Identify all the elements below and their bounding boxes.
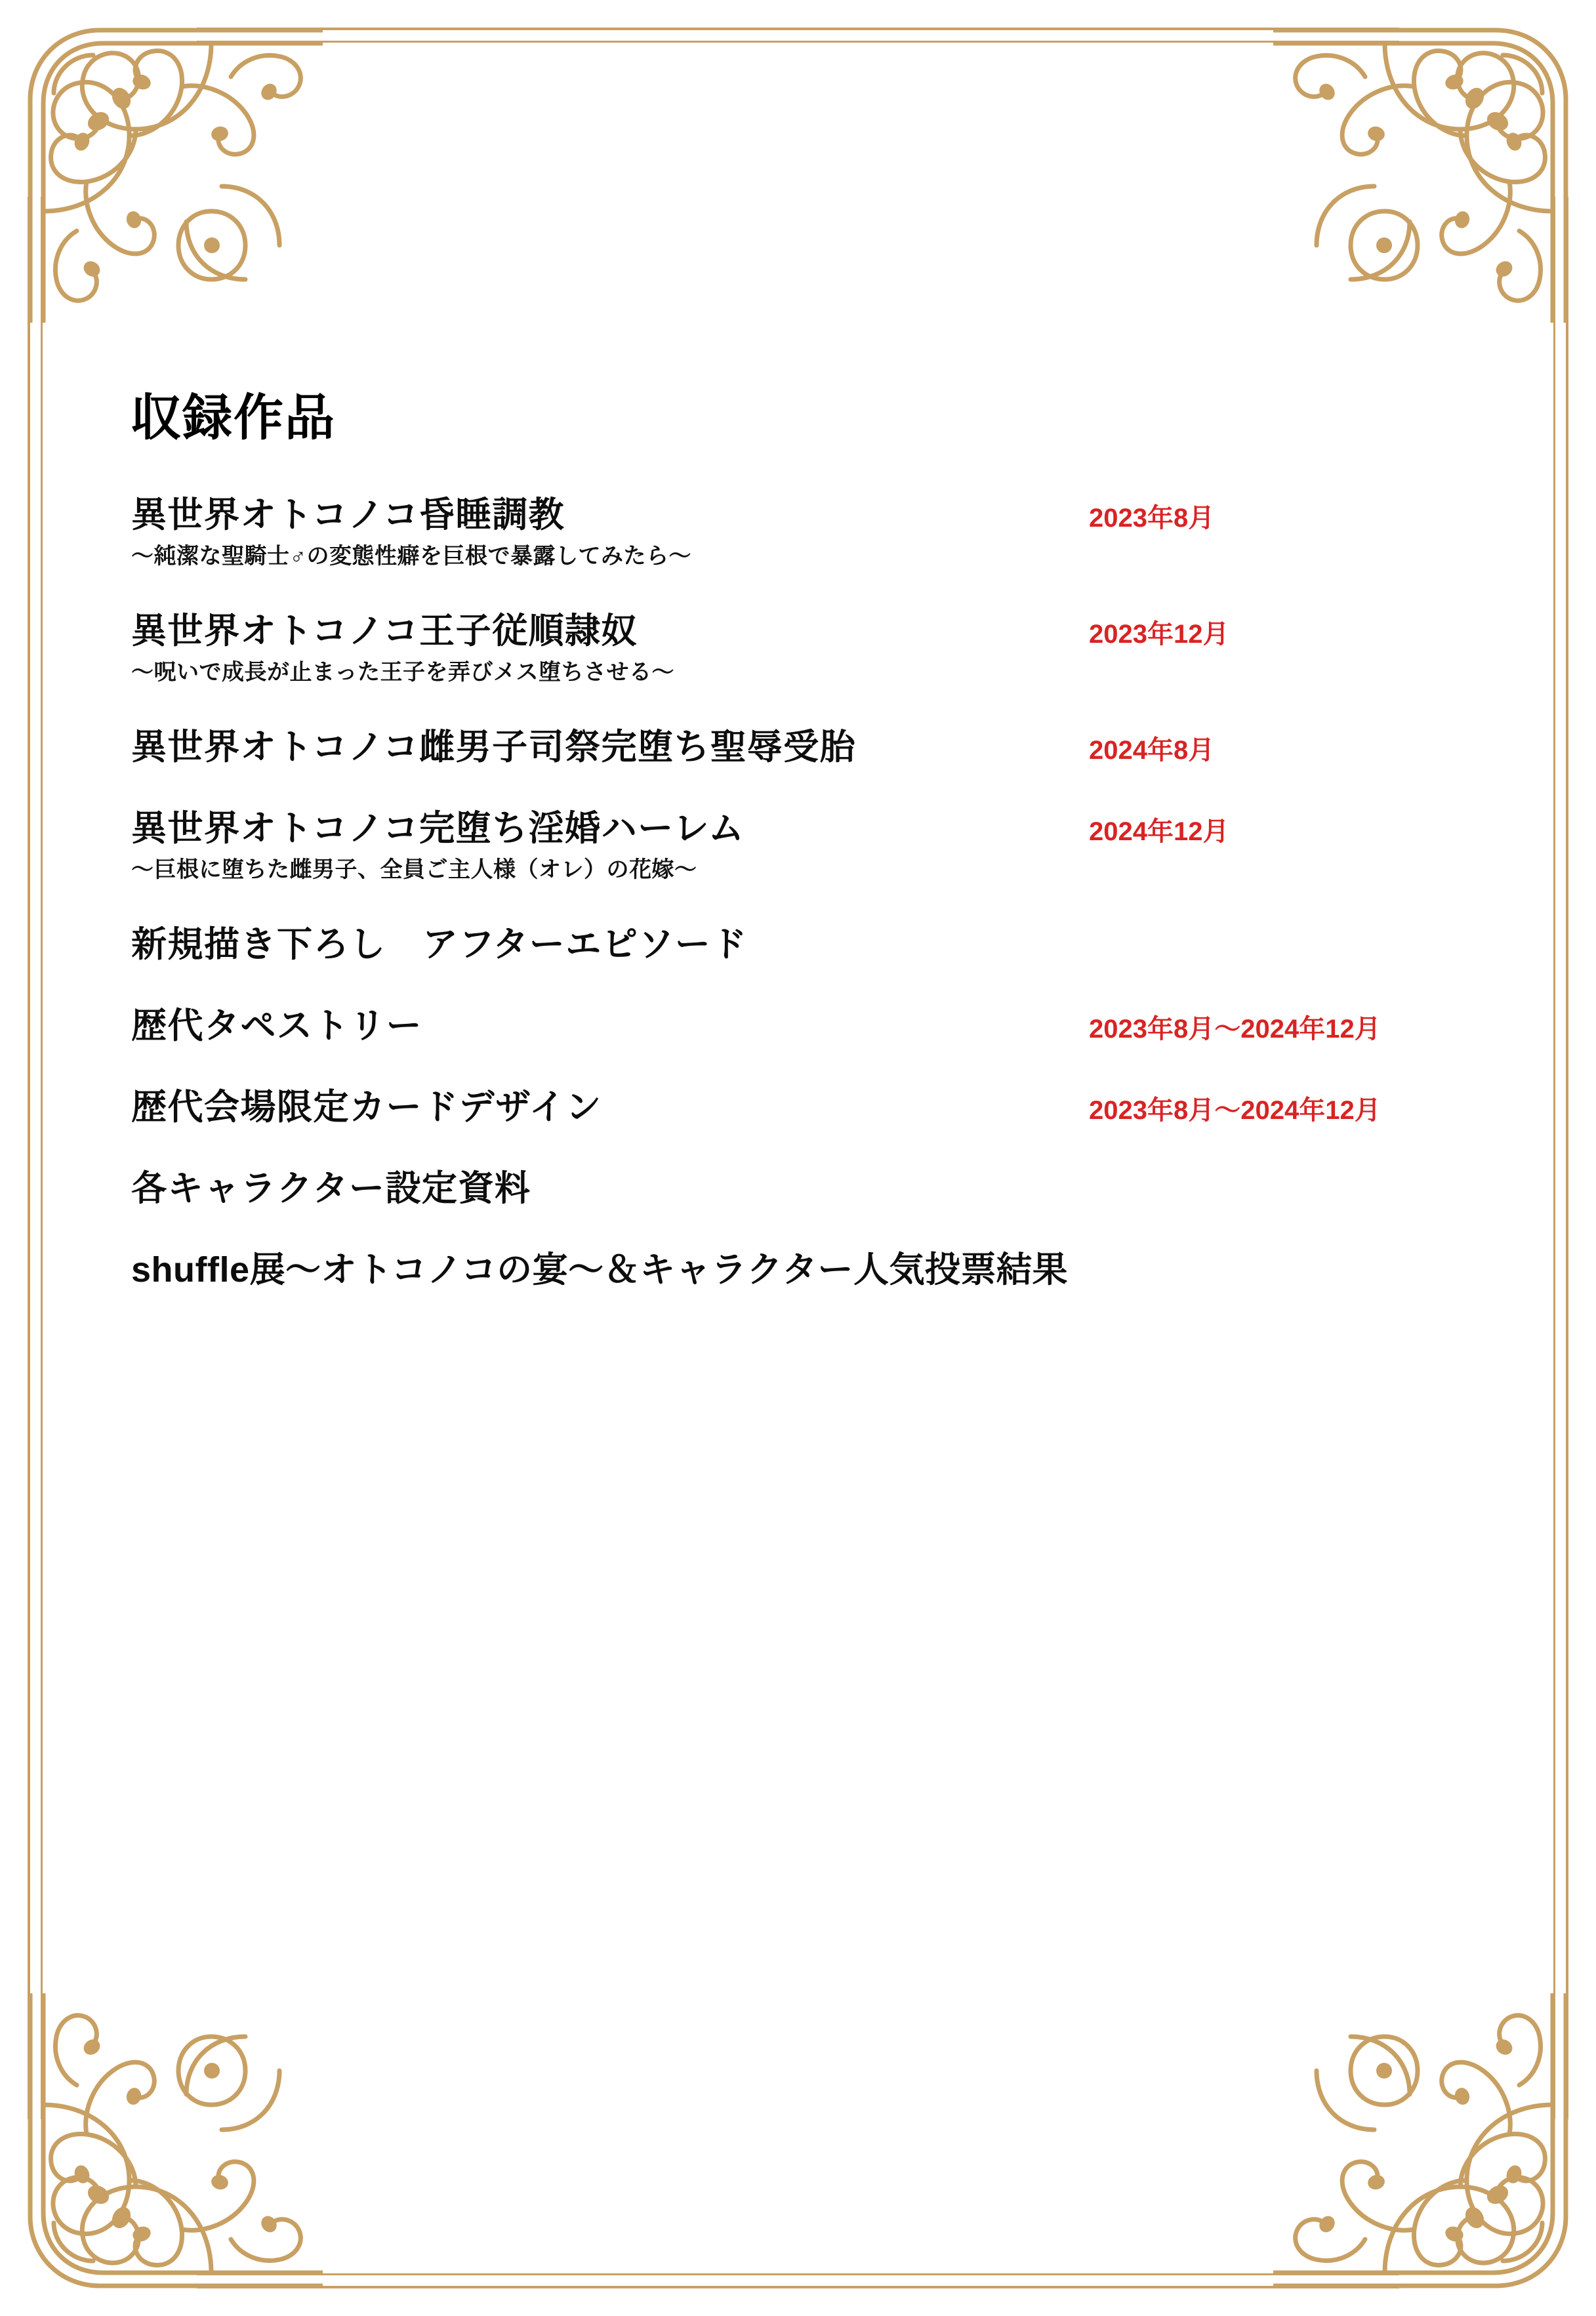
list-item (131, 1168, 1496, 1209)
entry-date: 2023年8月〜2024年12月 (1089, 1095, 1381, 1125)
entry-title: 歴代会場限定カードデザイン (131, 1087, 602, 1127)
entry-title: 異世界オトコノコ雌男子司祭完堕ち聖辱受胎 (131, 727, 857, 767)
list-item (131, 808, 1496, 884)
entry-title: 歴代タペストリー (131, 1006, 422, 1046)
list-item (131, 1249, 1496, 1290)
corner-ornament-top-right (1273, 14, 1582, 323)
list-item (131, 1006, 1496, 1046)
page-title: 収録作品 (131, 390, 336, 446)
entry-title: 異世界オトコノコ完堕ち淫婚ハーレム (131, 808, 745, 848)
entry-date: 2023年12月 (1089, 619, 1229, 649)
entry-row (131, 1087, 1496, 1128)
corner-ornament-bottom-left (14, 1993, 323, 2302)
list-item (131, 727, 1496, 767)
list-item (131, 924, 1496, 965)
entry-title: shuffle展〜オトコノコの宴〜＆キャラクター人気投票結果 (131, 1250, 1069, 1290)
entry-date: 2023年8月 (1089, 504, 1215, 533)
corner-ornament-bottom-right (1273, 1993, 1582, 2302)
contents-list (131, 495, 1496, 1290)
contents-section (131, 390, 1496, 1331)
entry-subtitle: 〜呪いで成長が止まった王子を弄びメス堕ちさせる〜 (131, 659, 674, 685)
corner-mask-top-left (0, 0, 197, 197)
list-item (131, 1087, 1496, 1128)
entry-row (131, 495, 1496, 535)
entry-title: 各キャラクター設定資料 (131, 1169, 531, 1209)
entry-subtitle: 〜巨根に堕ちた雌男子、全員ご主人様（オレ）の花嫁〜 (131, 857, 697, 882)
entry-row (131, 924, 1496, 965)
entry-title: 異世界オトコノコ王子従順隷奴 (131, 611, 638, 651)
entry-subtitle: 〜純潔な聖騎士♂の変態性癖を巨根で暴露してみたら〜 (131, 544, 691, 569)
list-item (131, 611, 1496, 686)
corner-mask-bottom-right (1399, 2119, 1596, 2316)
entry-row (131, 1249, 1496, 1290)
entry-row (131, 611, 1496, 651)
entry-date: 2023年8月〜2024年12月 (1089, 1014, 1381, 1044)
entry-row (131, 727, 1496, 767)
list-item (131, 495, 1496, 570)
entry-title: 新規描き下ろし アフターエピソード (131, 924, 748, 964)
entry-date: 2024年12月 (1089, 817, 1229, 846)
entry-row (131, 1168, 1496, 1209)
entry-row (131, 1006, 1496, 1046)
corner-mask-bottom-left (0, 2119, 197, 2316)
entry-row (131, 808, 1496, 849)
entry-title: 異世界オトコノコ昏睡調教 (131, 495, 565, 535)
corner-ornament-top-left (14, 14, 323, 323)
corner-mask-top-right (1399, 0, 1596, 197)
entry-date: 2024年8月 (1089, 735, 1215, 765)
